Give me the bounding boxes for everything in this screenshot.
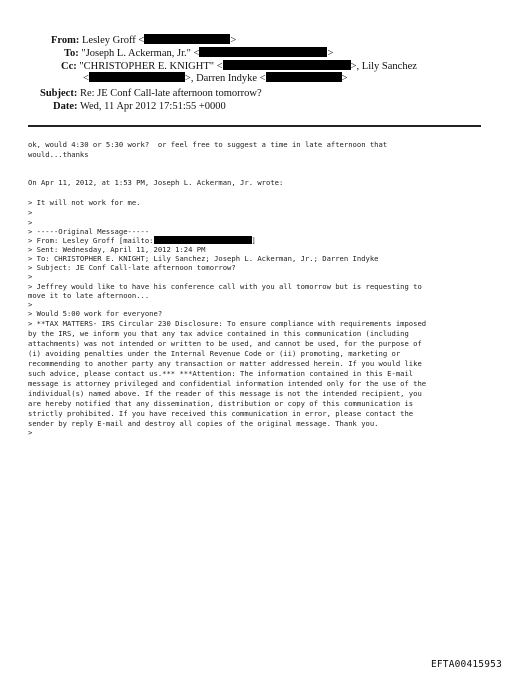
disclaimer-line: > — [28, 428, 33, 437]
to-row — [64, 47, 333, 60]
disclaimer-line: individual(s) named above. If the reader of this message is not the intended recipient, you — [28, 389, 422, 398]
disclaimer-line: (i) avoiding penalties under the Internal Revenue Code or (ii) promoting, marketing or — [28, 349, 401, 358]
redaction-block — [154, 236, 252, 244]
quoted-line: > Would 5:00 work for everyone? — [28, 309, 163, 318]
body-line: ok, would 4:30 or 5:30 work? or feel free to suggest a time in late afternoon that — [28, 140, 388, 149]
quoted-line: > Sent: Wednesday, April 11, 2012 1:24 PM — [28, 245, 206, 254]
disclaimer-line: message is attorney privileged and confidential information intended only for the use of the — [28, 379, 427, 388]
subject-row — [40, 87, 262, 100]
to-end: > — [327, 48, 334, 59]
quote-intro: On Apr 11, 2012, at 1:53 PM, Joseph L. Ackerman, Jr. wrote: — [28, 178, 284, 187]
disclaimer-line: by the IRS, we inform you that any tax advice contained in this communication (including — [28, 329, 409, 338]
redaction-block — [89, 72, 185, 82]
date-value: Wed, 11 Apr 2012 17:51:55 +0000 — [79, 101, 226, 112]
quoted-line: > -----Original Message----- — [28, 227, 150, 236]
from-value: Lesley Groff < — [82, 35, 145, 46]
subject-label: Subject: — [40, 88, 78, 99]
disclaimer-line: recommending to another party any transaction or matter addressed herein. If you would like — [28, 359, 422, 368]
quoted-from-end: ] — [251, 236, 256, 245]
redaction-block — [223, 60, 351, 70]
document-id: EFTA00415953 — [430, 659, 502, 670]
cc-label: Cc: — [61, 61, 77, 72]
disclaimer-line: sender by reply E-mail and destroy all copies of the original message. Thank you. — [28, 419, 379, 428]
redaction-block — [199, 47, 327, 57]
to-label: To: — [64, 48, 79, 59]
header-divider — [28, 125, 481, 127]
from-end: > — [230, 35, 237, 46]
cc-mid: >, Lily Sanchez — [350, 61, 417, 72]
quoted-line: > — [28, 208, 33, 217]
quoted-from-text: > From: Lesley Groff [mailto: — [28, 236, 154, 245]
from-row — [51, 34, 236, 47]
from-label: From: — [51, 35, 80, 46]
quoted-line: > — [28, 218, 33, 227]
quoted-line: > — [28, 272, 33, 281]
date-label: Date: — [53, 101, 78, 112]
date-row — [53, 100, 226, 113]
disclaimer-line: are hereby notified that any dissemination, distribution or copy of this communication is — [28, 399, 414, 408]
cc-value: "CHRISTOPHER E. KNIGHT" < — [79, 61, 223, 72]
to-value: "Joseph L. Ackerman, Jr." < — [81, 48, 200, 59]
quoted-line: > — [28, 300, 33, 309]
quoted-line: > Jeffrey would like to have his conference call with you all tomorrow but is requesting to — [28, 282, 422, 291]
body-line: would...thanks — [28, 150, 89, 159]
redaction-block — [266, 72, 342, 82]
cc-row-continued — [83, 72, 348, 85]
disclaimer-line: attachments) was not intended or written to be used, and cannot be used, for the purpose of — [28, 339, 422, 348]
subject-value: Re: JE Conf Call-late afternoon tomorrow? — [79, 88, 262, 99]
disclaimer-line: such advice, please contact us.*** ***Attention: The information contained in this E-mail — [28, 369, 414, 378]
cc2-end: > — [341, 73, 348, 84]
quoted-line: > It will not work for me. — [28, 198, 141, 207]
redaction-block — [144, 34, 230, 44]
disclaimer-line: > **TAX MATTERS- IRS Circular 230 Disclosure: To ensure compliance with requirements imposed — [28, 319, 427, 328]
cc2-mid: >, Darren Indyke < — [184, 73, 266, 84]
quoted-line: move it to late afternoon... — [28, 291, 150, 300]
quoted-line: > Subject: JE Conf Call-late afternoon tomorrow? — [28, 263, 236, 272]
disclaimer-line: strictly prohibited. If you have received this communication in error, please contact the — [28, 409, 414, 418]
cc2-start: < — [83, 73, 89, 84]
quoted-line: > To: CHRISTOPHER E. KNIGHT; Lily Sanchez; Joseph L. Ackerman, Jr.; Darren Indyke — [28, 254, 379, 263]
